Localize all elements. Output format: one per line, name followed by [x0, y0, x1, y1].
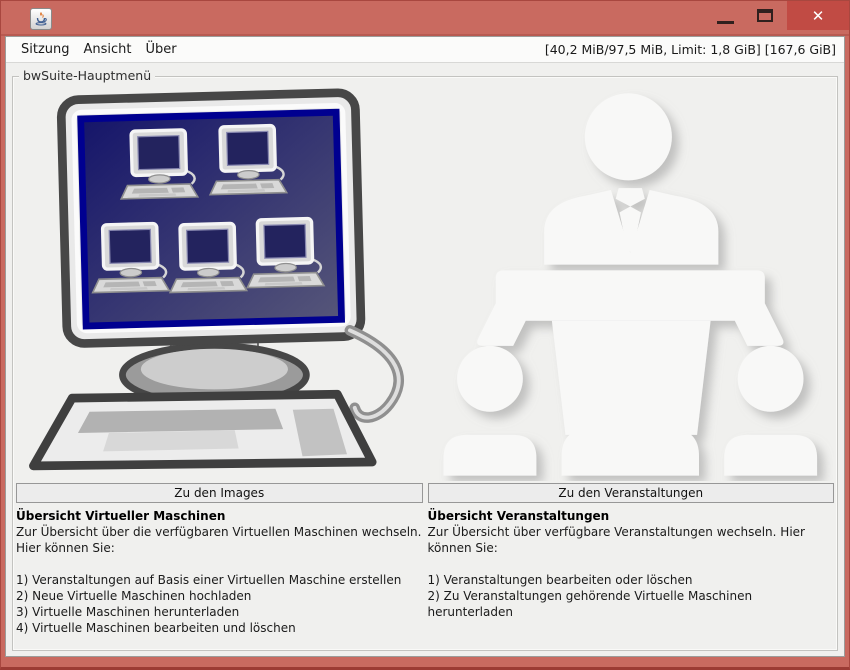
keyboard: [33, 394, 372, 466]
vm-overview-list: [16, 572, 423, 636]
main-panel: [6, 63, 844, 656]
menubar: [6, 37, 844, 63]
java-icon[interactable]: [30, 8, 52, 30]
veranstaltungen-overview-heading: Übersicht Veranstaltungen: [427, 509, 610, 523]
veranstaltung-list-item: 1) Veranstaltungen bearbeiten oder löschen: [427, 573, 693, 587]
virtual-machines-illustration: [16, 83, 423, 481]
zu-den-veranstaltungen-button[interactable]: Zu den Veranstaltungen: [428, 483, 835, 503]
panel-title: bwSuite-Hauptmenü: [19, 68, 155, 83]
audience-right-body: [724, 435, 817, 476]
menu-ueber[interactable]: Über: [145, 42, 177, 57]
titlebar: [1, 1, 849, 36]
vm-list-item: 2) Neue Virtuelle Maschinen hochladen: [16, 589, 252, 603]
audience-center-body: [561, 429, 698, 475]
close-icon: ✕: [811, 6, 825, 25]
veranstaltungen-overview-description: Zur Übersicht über verfügbare Veranstaltungen wechseln. Hier können Sie:: [427, 525, 805, 555]
vm-overview-heading: Übersicht Virtueller Maschinen: [16, 509, 226, 523]
java-coffee-cup-icon: [33, 11, 49, 27]
menu-sitzung[interactable]: Sitzung: [21, 42, 70, 57]
veranstaltung-list-item: 2) Zu Veranstaltungen gehörende Virtuelle Maschinen herunterladen: [427, 589, 753, 619]
vm-overview-description: Zur Übersicht über die verfügbaren Virtuellen Maschinen wechseln. Hier können Sie:: [16, 525, 422, 555]
maximize-button[interactable]: [743, 1, 787, 30]
images-column: [16, 83, 423, 650]
minimize-button[interactable]: [707, 1, 743, 30]
vm-list-item: 4) Virtuelle Maschinen bearbeiten und löschen: [16, 621, 296, 635]
veranstaltungen-column: [428, 83, 835, 650]
presentation-audience-illustration: [428, 83, 835, 481]
vm-list-item: 3) Virtuelle Maschinen herunterladen: [16, 605, 240, 619]
audience-right-head: [737, 346, 803, 412]
vm-list-item: 1) Veranstaltungen auf Basis einer Virtuellen Maschine erstellen: [16, 573, 402, 587]
speaker-head: [584, 93, 671, 180]
audience-left-body: [443, 435, 536, 476]
main-columns: [16, 83, 834, 650]
menu-ansicht[interactable]: Ansicht: [83, 42, 132, 57]
app-frame: [5, 36, 845, 657]
zu-den-images-button[interactable]: Zu den Images: [16, 483, 423, 503]
window-controls: [707, 1, 849, 30]
maximize-icon: [757, 9, 773, 22]
speaker-tie-knot: [615, 188, 644, 206]
veranstaltungen-overview-list: [428, 572, 835, 620]
audience-center-head: [585, 336, 674, 425]
minimize-icon: [717, 21, 734, 24]
audience-left-head: [457, 346, 523, 412]
memory-status-label: [40,2 MiB/97,5 MiB, Limit: 1,8 GiB] [167,6 GiB]: [544, 42, 836, 57]
close-button[interactable]: [787, 1, 849, 30]
large-monitor: [61, 92, 362, 344]
